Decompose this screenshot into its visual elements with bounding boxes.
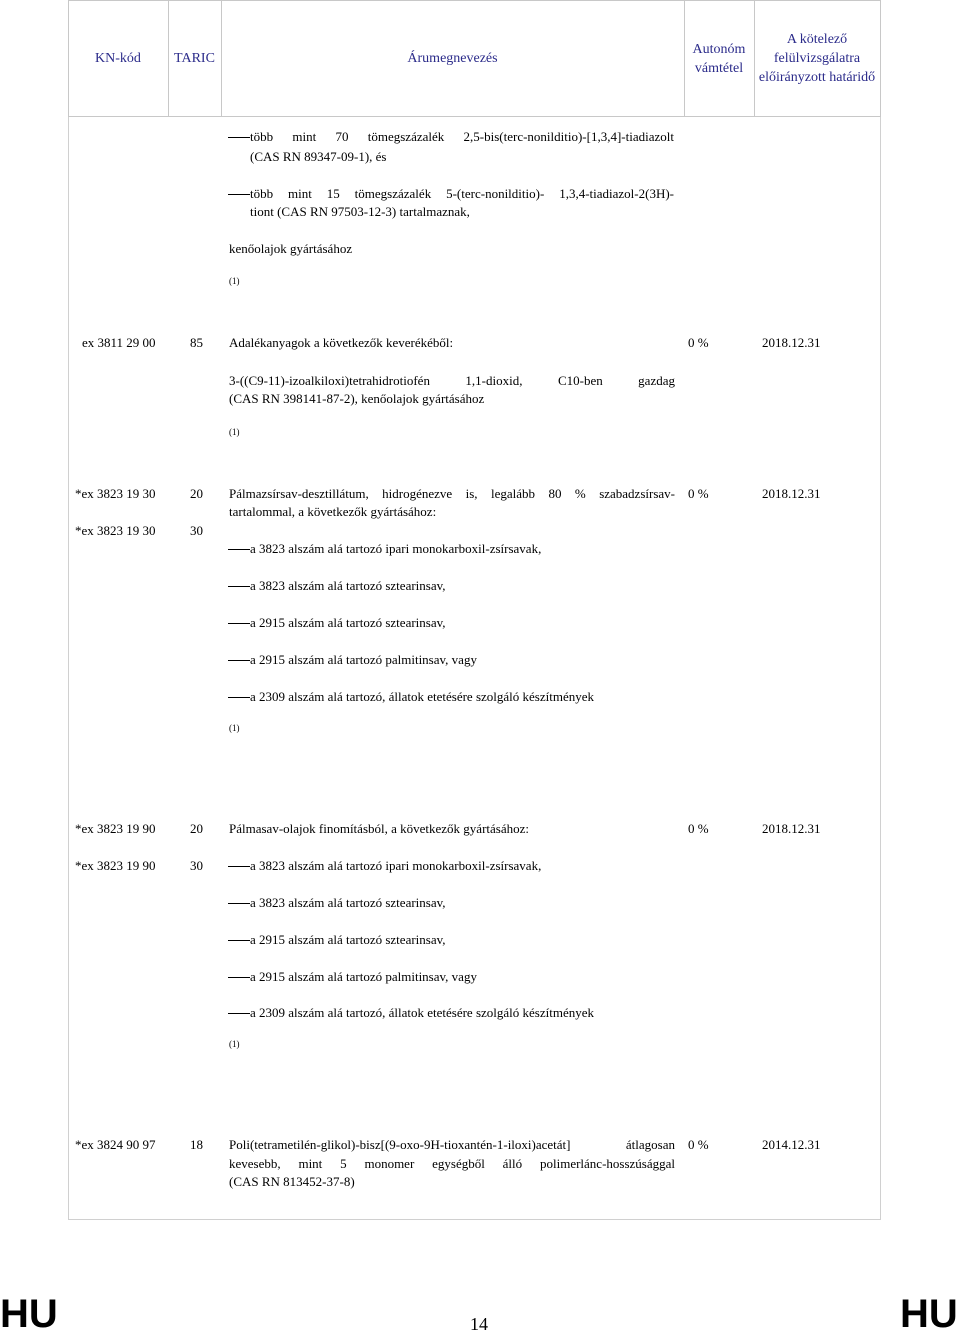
description-line2: kevesebb, mint 5 monomer egységből álló polimerlánc-hosszúsággal [229,1156,675,1171]
description-sub-line2: (CAS RN 398141-87-2), kenőolajok gyártásához [229,391,485,406]
footer-language-right: HU [900,1292,958,1336]
duty-rate: 0 % [688,335,709,350]
duty-rate: 0 % [688,1137,709,1152]
block1-item2-line2: tiont (CAS RN 97503-12-3) tartalmaznak, [250,204,470,219]
duty-rate: 0 % [688,821,709,836]
block1-tail: kenőolajok gyártásához [229,241,353,256]
review-date: 2014.12.31 [762,1137,821,1152]
footer-language-left: HU [0,1292,58,1336]
description-line3: (CAS RN 813452-37-8) [229,1174,355,1189]
kn-code: *ex 3823 19 30 [75,523,156,538]
block1-item1-line2: (CAS RN 89347-09-1), és [250,149,387,164]
taric-code: 30 [190,858,203,873]
description-line1: Poli(tetrametilén-glikol)-bisz[(9-oxo-9H-tioxantén-1-iloxi)acetát] átlagosan [229,1137,675,1152]
list-item: a 2915 alszám alá tartozó sztearinsav, [250,615,446,630]
dash-bullet [228,194,250,195]
header-kn-code: KN-kód [95,51,141,66]
taric-code: 20 [190,821,203,836]
kn-code: *ex 3824 90 97 [75,1137,156,1152]
header-duty: Autonóm vámtétel [692,41,746,76]
kn-code: *ex 3823 19 90 [75,821,156,836]
list-item: a 3823 alszám alá tartozó ipari monokarboxil-zsírsavak, [250,541,542,556]
description: Pálmasav-olajok finomításból, a következők gyártásához: [229,821,529,836]
dash-bullet [228,586,250,587]
block1-item2-line1: több mint 15 tömegszázalék 5-(terc-nonilditio)- 1,3,4-tiadiazol-2(3H)- [250,186,674,201]
header-taric: TARIC [174,51,215,66]
footnote-ref: (1) [229,276,240,286]
kn-code: *ex 3823 19 30 [75,486,156,501]
review-date: 2018.12.31 [762,486,821,501]
taric-code: 85 [190,335,203,350]
dash-bullet [228,1013,250,1014]
taric-code: 20 [190,486,203,501]
list-item: a 2309 alszám alá tartozó, állatok etetésére szolgáló készítmények [250,689,594,704]
list-item: a 2915 alszám alá tartozó palmitinsav, vagy [250,652,477,667]
list-item: a 2915 alszám alá tartozó sztearinsav, [250,932,446,947]
dash-bullet [228,977,250,978]
review-date: 2018.12.31 [762,821,821,836]
dash-bullet [228,903,250,904]
dash-bullet [228,549,250,550]
description-line1: Pálmazsírsav-desztillátum, hidrogénezve is, legalább 80 % szabadzsírsav- [229,486,675,501]
taric-code: 30 [190,523,203,538]
list-item: a 3823 alszám alá tartozó sztearinsav, [250,895,446,910]
header-description: Árumegnevezés [407,51,498,66]
list-item: a 2915 alszám alá tartozó palmitinsav, vagy [250,969,477,984]
block1-item1-line1: több mint 70 tömegszázalék 2,5-bis(terc-nonilditio)-[1,3,4]-tiadiazolt [250,129,674,144]
dash-bullet [228,660,250,661]
dash-bullet [228,940,250,941]
header-review-date: A kötelező felülvizsgálatra előirányzott határidő [758,32,876,85]
kn-code: ex 3811 29 00 [82,335,156,350]
footnote-ref: (1) [229,723,240,733]
description-line2: tartalommal, a következők gyártásához: [229,504,437,519]
description-sub-line1: 3-((C9-11)-izoalkiloxi)tetrahidrotiofén 1,1-dioxid, C10-ben gazdag [229,373,675,388]
dash-bullet [228,697,250,698]
duty-rate: 0 % [688,486,709,501]
dash-bullet [228,866,250,867]
list-item: a 3823 alszám alá tartozó sztearinsav, [250,578,446,593]
dash-bullet [228,137,250,138]
taric-code: 18 [190,1137,203,1152]
dash-bullet [228,623,250,624]
kn-code: *ex 3823 19 90 [75,858,156,873]
page-number: 14 [470,1314,488,1334]
review-date: 2018.12.31 [762,335,821,350]
footnote-ref: (1) [229,427,240,437]
table-header [68,0,881,117]
list-item: a 2309 alszám alá tartozó, állatok etetésére szolgáló készítmények [250,1005,594,1020]
list-item: a 3823 alszám alá tartozó ipari monokarboxil-zsírsavak, [250,858,542,873]
footnote-ref: (1) [229,1039,240,1049]
description: Adalékanyagok a következők keverékéből: [229,335,454,350]
